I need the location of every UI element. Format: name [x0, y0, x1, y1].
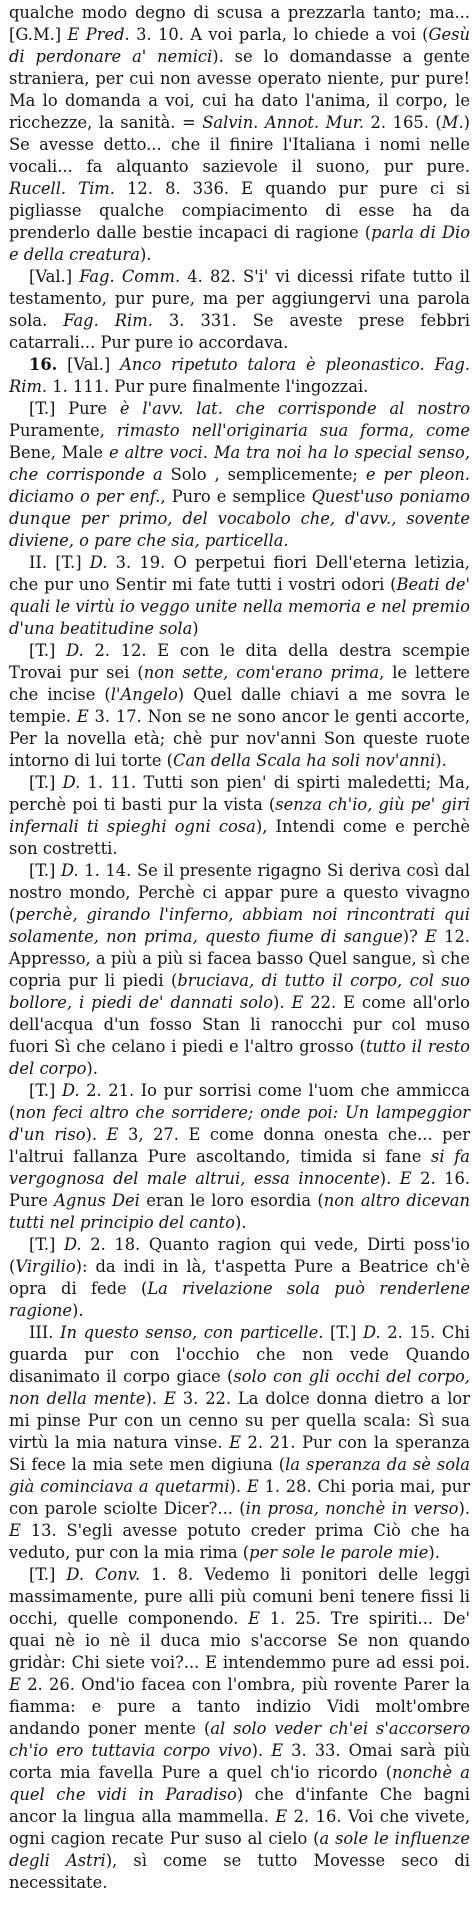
entry-paragraph: [Val.] Fag. Comm. 4. 82. S'i' vi dicessi rifate tutto il testamento, pur pure, ma per aggiungervi una parola sola. Fag. Rim. 3. 331. Se aveste prese febbri catarrali... Pur pure io accordava. [9, 267, 470, 352]
entry-paragraph: [T.] D. 2. 21. Io pur sorrisi come l'uom che ammicca (non feci altro che sorridere; onde poi: Un lampeggior d'un riso). E 3, 27. E come donna onesta che... per l'altrui fallanza Pure ascoltando, timida si fane si fa vergognosa del male altrui, essa innocente). E 2. 16. Pure Agnus Dei eran le loro esordia (non altro dicevan tutti nel principio del canto). [9, 1081, 471, 1232]
entry-paragraph: III. In questo senso, con particelle. [T.] D. 2. 15. Chi guarda pur con l'occhio che non vede Quando disanimato il corpo giace (solo con gli occhi del corpo, non della mente). E 3. 22. La dolce donna dietro a lor mi pinse Pur con un cenno su per quella scala: Sì sua virtù la mia natura vinse. E 2. 21. Pur con la speranza Si fece la mia sete men digiuna (la speranza da sè sola già cominciava a quetarmi). E 1. 28. Chi poria mai, pur con parole sciolte Dicer?... (in prosa, nonchè in verso). E 13. S'egli avesse potuto creder prima Ciò che ha veduto, pur con la mia rima (per sole le parole mie). [9, 1323, 471, 1562]
entry-paragraph: [T.] D. 2. 12. E con le dita della destra scempie Trovai pur sei (non sette, com'erano prima, le lettere che incise (l'Angelo) Quel dalle chiavi a me sovra le tempie. E 3. 17. Non se ne sono ancor le genti accorte, Per la novella età; chè pur nov'anni Son queste ruote intorno di lui torte (Can della Scala ha soli nov'anni). [9, 641, 471, 770]
entry-paragraph: [T.] D. 1. 11. Tutti son pien' di spirti maledetti; Ma, perchè poi ti basti pur la vista (senza ch'io, giù pe' giri infernali ti spieghi ogni cosa), Intendi come e perchè son costretti. [9, 773, 470, 858]
entry-paragraph: [T.] Pure è l'avv. lat. che corrisponde al nostro Puramente, rimasto nell'originaria sua forma, come Bene, Male e altre voci. Ma tra noi ha lo special senso, che corrisponde a Solo , semplicemente; e per pleon. diciamo o per enf., Puro e semplice Quest'uso poniamo dunque per primo, del vocabolo che, d'avv., sovente diviene, o pare che sia, particella. [9, 399, 471, 550]
entry-paragraph: qualche modo degno di scusa a prezzarla tanto; ma... [G.M.] E Pred. 3. 10. A voi parla, lo chiede a voi (Gesù di perdonare a' nemici). se lo domandasse a gente straniera, per cui non avesse operato niente, pur pure! Ma lo domanda a voi, cui ha dato l'anima, il corpo, le ricchezze, la sanità. = Salvin. Annot. Mur. 2. 165. (M.) Se avesse detto... che il finire l'Italiana i nomi nelle vocali... fa alquanto sazievole il suono, pur pure. Rucell. Tim. 12. 8. 336. E quando pur pure ci si pigliasse qualche compiacimento di esse ha da prenderlo dalle bestie incapaci di ragione (parla di Dio e della creatura). [9, 3, 471, 264]
dictionary-column [9, 2, 470, 1894]
entry-paragraph: 16. [Val.] Anco ripetuto talora è pleonastico. Fag. Rim. 1. 111. Pur pure finalmente l'ingozzai. [9, 355, 471, 396]
entry-paragraph: [T.] D. 2. 18. Quanto ragion qui vede, Dirti poss'io (Virgilio): da indi in là, t'aspetta Pure a Beatrice ch'è opra di fede (La rivelazione sola può renderlene ragione). [9, 1235, 470, 1320]
entry-paragraph: [T.] D. 1. 14. Se il presente rigagno Si deriva così dal nostro mondo, Perchè ci appar pure a questo vivagno (perchè, girando l'inferno, abbiam noi rincontrati qui solamente, non prima, questo fiume di sangue)? E 12. Appresso, a più a più si facea basso Quel sangue, sì che copria pur li piedi (bruciava, di tutto il corpo, col suo bollore, i piedi de' dannati solo). E 22. E come all'orlo dell'acqua d'un fosso Stan li ranocchi pur col muso fuori Sì che celano i piedi e l'altro grosso (tutto il resto del corpo). [9, 861, 470, 1078]
entry-paragraph: II. [T.] D. 3. 19. O perpetui fiori Dell'eterna letizia, che pur uno Sentir mi fate tutti i vostri odori (Beati de' quali le virtù io veggo unite nella memoria e nel premio d'una beatitudine sola) [9, 553, 471, 638]
entry-paragraph: [T.] D. Conv. 1. 8. Vedemo li ponitori delle leggi massimamente, pure alli più comuni beni tenere fissi li occhi, quelle componendo. E 1. 25. Tre spiriti... De' quai nè io nè il duca mio s'accorse Se non quando gridàr: Chi siete voi?... E intendemmo pure ad essi poi. E 2. 26. Ond'io facea con l'ombra, più rovente Parer la fiamma: e pure a tanto indizio Vidi molt'ombre andando poner mente (al solo veder ch'ei s'accorsero ch'io ero tuttavia corpo vivo). E 3. 33. Omai sarà più corta mia favella Pure a quel ch'io ricordo (nonchè a quel che vidi in Paradiso) che d'infante Che bagni ancor la lingua alla mammella. E 2. 16. Voi che vivete, ogni cagion recate Pur suso al cielo (a sole le influenze degli Astri), sì come se tutto Movesse seco di necessitate. [9, 1565, 471, 1892]
